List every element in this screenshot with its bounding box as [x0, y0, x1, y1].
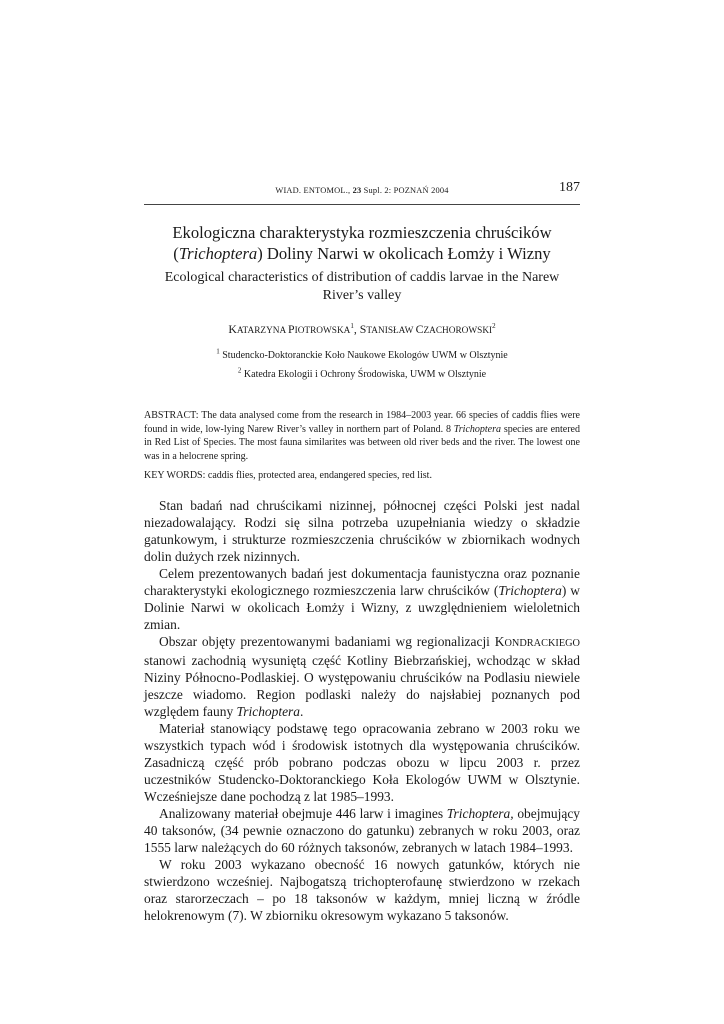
paragraph: Obszar objęty prezentowanymi badaniami wg regionalizacji KONDRACKIEGO stanowi zachodnią wysuniętą część Kotliny Biebrzańskiej, wchodząc w skład Niziny Północno-Podlaskiej. O występowaniu chruścików na Podlasiu niewiele jeszcze wiadomo. Region podlaski należy do najsłabiej poznanych pod względem fauny Trichoptera. — [144, 633, 580, 719]
paragraph: Analizowany materiał obejmuje 446 larw i imagines Trichoptera, obejmujący 40 taksonów, (34 pewnie oznaczono do gatunku) zebranych w roku 2003, oraz 1555 larw należących do 60 różnych taksonów, zebranych w latach 1984–1993. — [144, 805, 581, 855]
paragraph: Celem prezentowanych badań jest dokumentacja faunistyczna oraz poznanie charakterystyki ekologicznego rozmieszczenia larw chruścików (Trichoptera) w Dolinie Narwi w okolicach Łomży i Wizny, z uwzględnieniem wieloletnich zmian. — [144, 565, 580, 632]
title-polish: Ekologiczna charakterystyka rozmieszczenia chruścików (Trichoptera) Doliny Narwi w okolicach Łomży i Wizny — [172, 223, 552, 263]
keywords: KEY WORDS: caddis flies, protected area, endangered species, red list. — [144, 470, 432, 482]
author: STANISŁAW CZACHOROWSKI$^2$ — [359, 322, 496, 336]
paragraph: Materiał stanowiący podstawę tego opracowania zebrano w 2003 roku we wszystkich typach wód i środowisk istotnych dla występowania chruścików. Zasadniczą część prób pobrano podczas obozu w lipcu 2003 r. przez uczestników Studencko-Doktoranckiego Koła Ekologów UWM w Olsztynie. Wcześniejsze dane pochodzą z lat 1985–1993. — [144, 720, 580, 804]
title-english: Ecological characteristics of distribution of caddis larvae in the Narew River’s valley — [164, 270, 560, 303]
running-header — [144, 178, 580, 205]
affiliations — [144, 346, 580, 384]
body-text — [144, 497, 580, 924]
paragraph: W roku 2003 wykazano obecność 16 nowych gatunków, których nie stwierdzono wcześniej. Najbogatszą trichopterofaunę stwierdzono w rzekach oraz starorzeczach – po 18 taksonów w każdym, mniej liczną w źródle helokrenowym (7). W zbiorniku okresowym wykazano 5 taksonów. — [144, 856, 580, 923]
affiliation: $^2$ Katedra Ekologii i Ochrony Środowiska, UWM w Olsztynie — [237, 366, 487, 380]
journal-citation: WIAD. ENTOMOL., 23 Supl. 2: POZNAŃ 2004 — [275, 186, 449, 195]
page-number: 187 — [559, 180, 580, 195]
author: KATARZYNA PIOTROWSKA$^1$ — [228, 322, 354, 336]
abstract: ABSTRACT: The data analysed come from the research in 1984–2003 year. 66 species of caddis flies were found in wide, low-lying Narew River’s valley in northern part of Poland. 8 Trichoptera species are entered in Red List of Species. The most fauna similarites was between old river beds and the river. The lowest one was in a helocrene spring. — [144, 410, 580, 462]
affiliation: $^1$ Studencko-Doktoranckie Koło Naukowe Ekologów UWM w Olsztynie — [216, 347, 508, 361]
paragraph: Stan badań nad chruścikami nizinnej, północnej części Polski jest nadal niezadowalający. Rodzi się silna potrzeba uzupełniania wiedzy o składzie gatunkowym, i strukturze rozmieszczenia chruścików w zbiornikach wodnych dolin dużych rzek nizinnych. — [144, 497, 580, 564]
author-list: KATARZYNA PIOTROWSKA$^1$, STANISŁAW CZACHOROWSKI$^2$ — [228, 322, 496, 336]
journal-page — [144, 178, 580, 924]
